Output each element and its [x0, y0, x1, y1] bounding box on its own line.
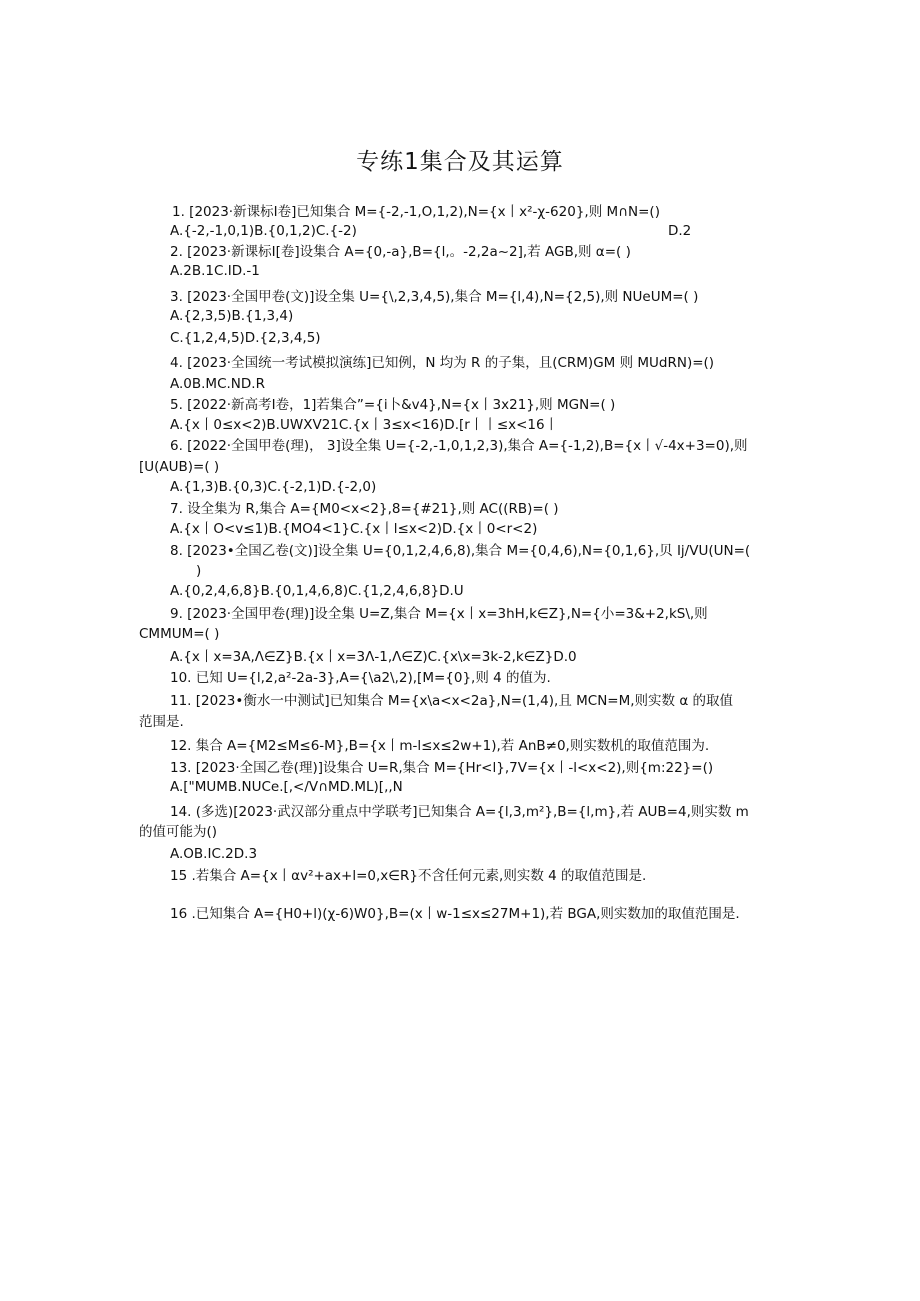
q14-options: A.OB.IC.2D.3 [170, 846, 258, 862]
q10-stem: 10. 已知 U={l,2,a²-2a-3},A={\a2\,2),[M={0},则 4 的值为. [170, 670, 551, 686]
q2-stem: 2. [2023·新课标Ⅰ[卷]设集合 A={0,-a},B={l,。-2,2a~2],若 AGB,则 α=( ) [170, 244, 631, 260]
q6-stem-cont: [U(AUB)=( ) [139, 459, 220, 475]
q8-stem: 8. [2023•全国乙卷(文)]设全集 U={0,1,2,4,6,8),集合 M={0,4,6),N={0,1,6},贝 Ij/VU(UN=( [170, 543, 751, 559]
q6-options: A.{1,3)B.{0,3)C.{-2,1)D.{-2,0) [170, 479, 377, 495]
q13-options: A.["MUMB.NUCe.[,</V∩MD.ML)[,,N [170, 779, 403, 795]
q1-option-d: D.2 [668, 223, 692, 239]
q4-stem: 4. [2023·全国统一考试模拟演练]已知例，N 均为 R 的子集，且(CRM)GM 则 MUdRN)=() [170, 355, 715, 371]
q14-stem: 14. (多选)[2023·武汉部分重点中学联考]已知集合 A={l,3,m²},B={l,m},若 AUB=4,则实数 m [170, 804, 749, 820]
q1-stem: 1. [2023·新课标Ⅰ卷]已知集合 M={-2,-1,O,1,2),N={x丨x²-χ-620},则 M∩N=() [172, 204, 660, 220]
q8-options: A.{0,2,4,6,8}B.{0,1,4,6,8)C.{1,2,4,6,8}D.U [170, 583, 464, 599]
q9-stem: 9. [2023·全国甲卷(理)]设全集 U=Z,集合 M={x丨x=3hH,k∈Z},N={小=3&+2,kS\,则 [170, 606, 708, 622]
q5-options: A.{x丨0≤x<2)B.UWXV21C.{x丨3≤x<16)D.[r丨丨≤x<16丨 [170, 417, 559, 433]
q7-options: A.{x丨O<v≤1)B.{MO4<1}C.{x丨l≤x<2)D.{x丨0<r<2) [170, 521, 538, 537]
q3-options-2: C.{1,2,4,5)D.{2,3,4,5) [170, 330, 321, 346]
q3-options-1: A.{2,3,5)B.{1,3,4) [170, 308, 294, 324]
q12-stem: 12. 集合 A={M2≤M≤6-M},B={x丨m-l≤x≤2w+1),若 AnB≠0,则实数机的取值范围为. [170, 738, 710, 754]
q8-stem-cont: ) [196, 563, 202, 579]
q6-stem: 6. [2022·全国甲卷(理)， 3]设全集 U={-2,-1,0,1,2,3),集合 A={-1,2),B={x丨√-4x+3=0),则 [170, 438, 748, 454]
q4-options: A.0B.MC.ND.R [170, 376, 265, 392]
q3-stem: 3. [2023·全国甲卷(文)]设全集 U={\,2,3,4,5),集合 M={l,4),N={2,5),则 NUeUM=( ) [170, 289, 699, 305]
q11-stem: 11. [2023•衡水一中测试]已知集合 M={x\a<x<2a},N=(1,4),且 MCN=M,则实数 α 的取值 [170, 693, 734, 709]
q9-options: A.{x丨x=3A,Λ∈Z}B.{x丨x=3Λ-1,Λ∈Z)C.{x\x=3k-2,k∈Z}D.0 [170, 649, 577, 665]
q9-stem-cont: CMMUM=( ) [139, 626, 220, 642]
q15-stem: 15 .若集合 A={x丨αv²+ax+l=0,x∈R}不含任何元素,则实数 4 的取值范围是. [170, 868, 647, 884]
q5-stem: 5. [2022·新高考Ⅰ卷，1]若集合”={i卜&v4},N={x丨3x21},则 MGN=( ) [170, 397, 616, 413]
q13-stem: 13. [2023·全国乙卷(理)]设集合 U=R,集合 M={Hr<l},7V={x丨-l<x<2),则{m:22}=() [170, 760, 714, 776]
q16-stem: 16 .已知集合 A={H0+l)(χ-6)W0},B=(x丨w-1≤x≤27M+1),若 BGA,则实数加的取值范围是. [170, 906, 740, 922]
q2-options: A.2B.1C.ID.-1 [170, 263, 260, 279]
q7-stem: 7. 设全集为 R,集合 A={M0<x<2},8={#21},则 AC((RB)=( ) [170, 501, 559, 517]
q14-stem-cont: 的值可能为() [139, 824, 218, 840]
q11-stem-cont: 范围是. [139, 714, 184, 730]
q1-options: A.{-2,-1,0,1)B.{0,1,2)C.{-2) [170, 223, 357, 239]
page-title: 专练1集合及其运算 [356, 149, 564, 175]
